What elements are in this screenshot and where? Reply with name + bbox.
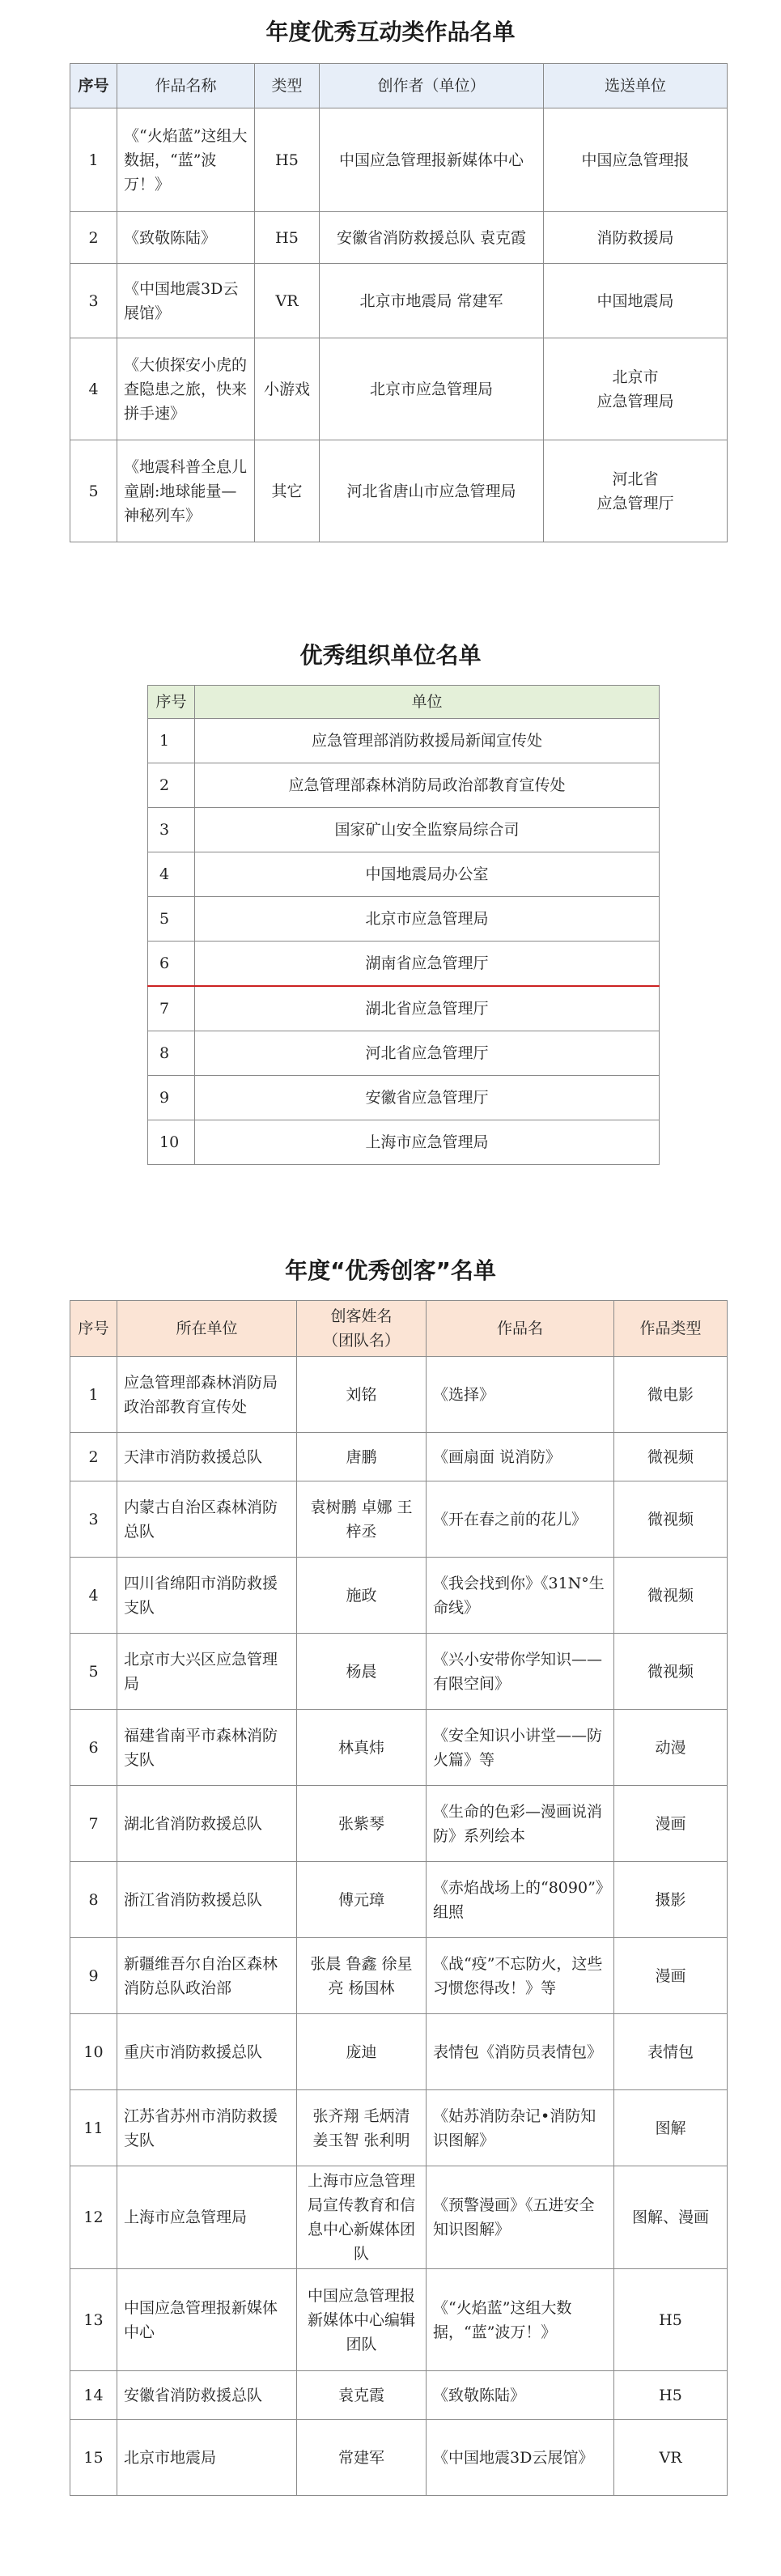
row-unit: 北京市大兴区应急管理局 xyxy=(117,1634,297,1710)
row-submitting-unit: 北京市 应急管理局 xyxy=(544,338,728,440)
row-creator-name: 施政 xyxy=(297,1558,427,1634)
table-row xyxy=(70,338,728,440)
row-work-title: 《赤焰战场上的“8090”》组照 xyxy=(427,1862,614,1938)
table-header-row xyxy=(70,64,728,108)
table-row xyxy=(148,897,660,942)
row-type: H5 xyxy=(255,108,320,212)
row-unit: 北京市地震局 xyxy=(117,2420,297,2496)
table-row xyxy=(70,1862,728,1938)
row-index: 6 xyxy=(148,942,195,987)
row-creator-name: 张紫琴 xyxy=(297,1786,427,1862)
table-row xyxy=(148,852,660,897)
table-row xyxy=(70,1433,728,1481)
row-work-type: 表情包 xyxy=(614,2014,728,2090)
row-creator-name: 上海市应急管理局宣传教育和信息中心新媒体团队 xyxy=(297,2166,427,2269)
row-index: 3 xyxy=(148,808,195,852)
table-row xyxy=(70,1634,728,1710)
table-row xyxy=(148,808,660,852)
header-work-type: 作品类型 xyxy=(614,1301,728,1357)
interactive-works-title: 年度优秀互动类作品名单 xyxy=(265,19,516,45)
row-type: 其它 xyxy=(255,440,320,542)
row-index: 9 xyxy=(70,1938,117,2014)
row-submitting-unit: 中国应急管理报 xyxy=(544,108,728,212)
row-creator-name: 张晨 鲁鑫 徐星亮 杨国林 xyxy=(297,1938,427,2014)
row-work-title: 《姑苏消防杂记•消防知识图解》 xyxy=(427,2090,614,2166)
table-row xyxy=(70,2269,728,2371)
row-submitting-unit: 消防救援局 xyxy=(544,212,728,264)
table-row xyxy=(70,2166,728,2269)
row-creator: 北京市应急管理局 xyxy=(320,338,544,440)
row-unit: 上海市应急管理局 xyxy=(117,2166,297,2269)
row-work-type: 微视频 xyxy=(614,1433,728,1481)
row-work-type: 图解 xyxy=(614,2090,728,2166)
row-index: 2 xyxy=(70,1433,117,1481)
row-unit: 中国地震局办公室 xyxy=(195,852,660,897)
row-unit: 安徽省消防救援总队 xyxy=(117,2371,297,2420)
organizing-units-table xyxy=(147,685,660,1165)
table-row xyxy=(70,2014,728,2090)
row-work-title: 表情包《消防员表情包》 xyxy=(427,2014,614,2090)
table-row xyxy=(148,942,660,987)
row-submitting-unit: 中国地震局 xyxy=(544,264,728,338)
row-creator: 北京市地震局 常建军 xyxy=(320,264,544,338)
row-index: 1 xyxy=(70,1357,117,1433)
table-row xyxy=(70,1710,728,1786)
row-creator-name: 林真炜 xyxy=(297,1710,427,1786)
excellent-creators-table xyxy=(70,1300,728,2496)
header-creator-name: 创客姓名 （团队名） xyxy=(297,1301,427,1357)
row-work-type: H5 xyxy=(614,2269,728,2371)
table-row xyxy=(148,1031,660,1076)
row-work-name: 《地震科普全息儿童剧:地球能量—神秘列车》 xyxy=(117,440,255,542)
table-row xyxy=(148,763,660,808)
table-row xyxy=(148,986,660,1031)
row-index: 11 xyxy=(70,2090,117,2166)
row-creator-name: 常建军 xyxy=(297,2420,427,2496)
row-work-title: 《选择》 xyxy=(427,1357,614,1433)
row-index: 14 xyxy=(70,2371,117,2420)
row-submitting-unit: 河北省 应急管理厅 xyxy=(544,440,728,542)
excellent-creators-title: 年度“优秀创客”名单 xyxy=(285,1257,496,1284)
row-index: 5 xyxy=(70,440,117,542)
row-work-title: 《我会找到你》《31N°生命线》 xyxy=(427,1558,614,1634)
row-unit: 北京市应急管理局 xyxy=(195,897,660,942)
row-work-title: 《致敬陈陆》 xyxy=(427,2371,614,2420)
row-unit: 国家矿山安全监察局综合司 xyxy=(195,808,660,852)
row-work-type: VR xyxy=(614,2420,728,2496)
row-unit: 浙江省消防救援总队 xyxy=(117,1862,297,1938)
row-index: 1 xyxy=(148,719,195,763)
row-work-title: 《生命的色彩—漫画说消防》系列绘本 xyxy=(427,1786,614,1862)
row-creator: 安徽省消防救援总队 袁克霞 xyxy=(320,212,544,264)
table-row xyxy=(70,1938,728,2014)
row-work-title: 《“火焰蓝”这组大数据，“蓝”波万！》 xyxy=(427,2269,614,2371)
row-creator-name: 中国应急管理报新媒体中心编辑团队 xyxy=(297,2269,427,2371)
row-work-type: 微视频 xyxy=(614,1634,728,1710)
table-header-row xyxy=(70,1301,728,1357)
header-submitting-unit: 选送单位 xyxy=(544,64,728,108)
row-type: VR xyxy=(255,264,320,338)
row-creator-name: 刘铭 xyxy=(297,1357,427,1433)
header-unit: 所在单位 xyxy=(117,1301,297,1357)
row-work-type: 摄影 xyxy=(614,1862,728,1938)
table-row xyxy=(148,1076,660,1120)
row-index: 5 xyxy=(148,897,195,942)
header-index: 序号 xyxy=(148,686,195,719)
row-creator-name: 袁树鹏 卓娜 王梓丞 xyxy=(297,1481,427,1558)
header-index: 序号 xyxy=(70,1301,117,1357)
header-index: 序号 xyxy=(70,64,117,108)
row-work-type: 动漫 xyxy=(614,1710,728,1786)
row-index: 2 xyxy=(148,763,195,808)
row-work-title: 《兴小安带你学知识——有限空间》 xyxy=(427,1634,614,1710)
row-unit: 重庆市消防救援总队 xyxy=(117,2014,297,2090)
row-index: 6 xyxy=(70,1710,117,1786)
table-row xyxy=(70,264,728,338)
table-row xyxy=(70,1357,728,1433)
row-index: 8 xyxy=(70,1862,117,1938)
row-creator-name: 唐鹏 xyxy=(297,1433,427,1481)
row-creator: 河北省唐山市应急管理局 xyxy=(320,440,544,542)
table-row xyxy=(148,1120,660,1165)
row-work-type: H5 xyxy=(614,2371,728,2420)
row-index: 2 xyxy=(70,212,117,264)
table-row xyxy=(70,2420,728,2496)
table-row xyxy=(70,2090,728,2166)
row-unit: 内蒙古自治区森林消防总队 xyxy=(117,1481,297,1558)
row-work-name: 《“火焰蓝”这组大数据，“蓝”波万！》 xyxy=(117,108,255,212)
row-work-title: 《画扇面 说消防》 xyxy=(427,1433,614,1481)
row-work-name: 《大侦探安小虎的查隐患之旅，快来拼手速》 xyxy=(117,338,255,440)
row-work-name: 《致敬陈陆》 xyxy=(117,212,255,264)
row-index: 9 xyxy=(148,1076,195,1120)
header-work-name: 作品名称 xyxy=(117,64,255,108)
row-index: 5 xyxy=(70,1634,117,1710)
table-row xyxy=(70,440,728,542)
row-work-title: 《预警漫画》《五进安全知识图解》 xyxy=(427,2166,614,2269)
row-index: 15 xyxy=(70,2420,117,2496)
header-type: 类型 xyxy=(255,64,320,108)
table-row xyxy=(70,1481,728,1558)
row-work-type: 漫画 xyxy=(614,1938,728,2014)
row-work-title: 《战“疫”不忘防火，这些习惯您得改！》等 xyxy=(427,1938,614,2014)
table-row xyxy=(70,1786,728,1862)
row-unit: 四川省绵阳市消防救援支队 xyxy=(117,1558,297,1634)
row-type: H5 xyxy=(255,212,320,264)
row-index: 4 xyxy=(70,1558,117,1634)
row-index: 7 xyxy=(148,986,195,1031)
row-unit: 应急管理部消防救援局新闻宣传处 xyxy=(195,719,660,763)
row-unit: 中国应急管理报新媒体中心 xyxy=(117,2269,297,2371)
row-creator: 中国应急管理报新媒体中心 xyxy=(320,108,544,212)
row-index: 10 xyxy=(70,2014,117,2090)
row-work-title: 《安全知识小讲堂——防火篇》等 xyxy=(427,1710,614,1786)
row-work-title: 《开在春之前的花儿》 xyxy=(427,1481,614,1558)
table-row xyxy=(70,1558,728,1634)
row-unit: 安徽省应急管理厅 xyxy=(195,1076,660,1120)
interactive-works-table xyxy=(70,63,728,542)
row-index: 8 xyxy=(148,1031,195,1076)
row-type: 小游戏 xyxy=(255,338,320,440)
row-unit: 河北省应急管理厅 xyxy=(195,1031,660,1076)
row-creator-name: 张齐翔 毛炳清 姜玉智 张利明 xyxy=(297,2090,427,2166)
row-work-type: 微视频 xyxy=(614,1558,728,1634)
row-creator-name: 杨晨 xyxy=(297,1634,427,1710)
row-creator-name: 袁克霞 xyxy=(297,2371,427,2420)
table-row xyxy=(70,212,728,264)
row-index: 10 xyxy=(148,1120,195,1165)
row-unit: 应急管理部森林消防局政治部教育宣传处 xyxy=(117,1357,297,1433)
table-row xyxy=(70,2371,728,2420)
row-unit: 江苏省苏州市消防救援支队 xyxy=(117,2090,297,2166)
organizing-units-title: 优秀组织单位名单 xyxy=(299,642,482,669)
row-index: 3 xyxy=(70,264,117,338)
row-creator-name: 傅元璋 xyxy=(297,1862,427,1938)
table-row xyxy=(70,108,728,212)
row-index: 3 xyxy=(70,1481,117,1558)
row-work-type: 图解、漫画 xyxy=(614,2166,728,2269)
row-unit: 天津市消防救援总队 xyxy=(117,1433,297,1481)
row-index: 12 xyxy=(70,2166,117,2269)
row-unit: 湖南省应急管理厅 xyxy=(195,942,660,987)
table-header-row xyxy=(148,686,660,719)
row-unit: 福建省南平市森林消防支队 xyxy=(117,1710,297,1786)
row-index: 13 xyxy=(70,2269,117,2371)
row-work-type: 微电影 xyxy=(614,1357,728,1433)
header-work-title: 作品名 xyxy=(427,1301,614,1357)
table-row xyxy=(148,719,660,763)
row-unit: 湖北省应急管理厅 xyxy=(195,986,660,1031)
row-work-type: 漫画 xyxy=(614,1786,728,1862)
row-unit: 应急管理部森林消防局政治部教育宣传处 xyxy=(195,763,660,808)
row-work-name: 《中国地震3D云展馆》 xyxy=(117,264,255,338)
header-unit: 单位 xyxy=(195,686,660,719)
row-index: 7 xyxy=(70,1786,117,1862)
row-index: 4 xyxy=(148,852,195,897)
row-creator-name: 庞迪 xyxy=(297,2014,427,2090)
header-creator: 创作者（单位） xyxy=(320,64,544,108)
row-index: 4 xyxy=(70,338,117,440)
row-unit: 新疆维吾尔自治区森林消防总队政治部 xyxy=(117,1938,297,2014)
row-unit: 湖北省消防救援总队 xyxy=(117,1786,297,1862)
row-index: 1 xyxy=(70,108,117,212)
row-unit: 上海市应急管理局 xyxy=(195,1120,660,1165)
row-work-type: 微视频 xyxy=(614,1481,728,1558)
row-work-title: 《中国地震3D云展馆》 xyxy=(427,2420,614,2496)
